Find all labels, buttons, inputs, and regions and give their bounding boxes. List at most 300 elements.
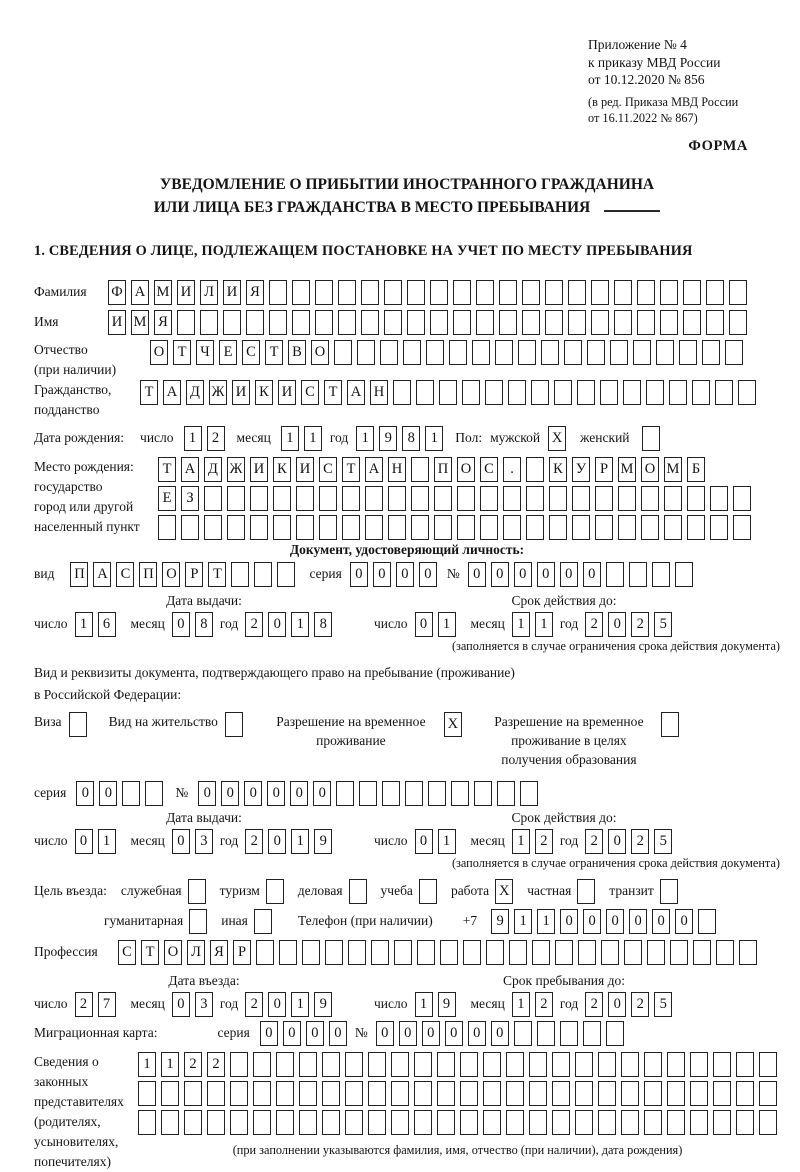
representatives-cell[interactable] [690,1081,708,1106]
birth-place-cell[interactable]: З [181,486,199,511]
doc-kind-cell[interactable]: П [139,562,157,587]
residence-number-cell[interactable] [497,781,515,806]
representatives-cell[interactable] [529,1052,547,1077]
given-name-cell[interactable] [660,310,678,335]
representatives-cell[interactable] [506,1081,524,1106]
doc-number-cell[interactable]: 0 [468,562,486,587]
stay-year-cell[interactable]: 5 [654,992,672,1017]
profession-cell[interactable] [624,940,642,965]
migration-number-cell[interactable]: 0 [445,1021,463,1046]
birth-place-cell[interactable]: Б [687,457,705,482]
doc-series-cell[interactable]: 0 [373,562,391,587]
citizenship-cell[interactable] [600,380,618,405]
profession-cell[interactable] [325,940,343,965]
representatives-cell[interactable] [529,1081,547,1106]
citizenship-cell[interactable]: И [278,380,296,405]
surname-cell[interactable]: И [223,280,241,305]
birth-place-cell[interactable] [434,515,452,540]
birth-place-cell[interactable] [503,486,521,511]
residence-issued-month-cell[interactable]: 3 [195,829,213,854]
representatives-cell[interactable] [437,1081,455,1106]
residence-series-cell[interactable] [145,781,163,806]
surname-cell[interactable]: М [154,280,172,305]
sex-male-box[interactable]: X [548,426,566,451]
phone-cell[interactable]: 0 [560,909,578,934]
given-name-cell[interactable] [706,310,724,335]
birth-place-cell[interactable]: Н [388,457,406,482]
patronymic-cell[interactable] [357,340,375,365]
birth-place-cell[interactable] [641,486,659,511]
representatives-cell[interactable] [368,1110,386,1135]
representatives-cell[interactable] [276,1110,294,1135]
purpose-business-box[interactable] [349,879,367,904]
migration-number-cell[interactable] [514,1021,532,1046]
birth-place-cell[interactable]: И [296,457,314,482]
representatives-cell[interactable] [506,1052,524,1077]
representatives-cell[interactable]: 2 [207,1052,225,1077]
residence-number-cell[interactable] [474,781,492,806]
birth-place-cell[interactable] [342,486,360,511]
doc-number-cell[interactable]: 0 [514,562,532,587]
temporary-residence-education-box[interactable] [661,712,679,737]
representatives-cell[interactable] [207,1110,225,1135]
profession-cell[interactable] [371,940,389,965]
doc-number-cell[interactable]: 0 [537,562,555,587]
residence-number-cell[interactable]: 0 [198,781,216,806]
citizenship-cell[interactable] [738,380,756,405]
citizenship-cell[interactable]: А [163,380,181,405]
migration-number-cell[interactable] [583,1021,601,1046]
migration-number-cell[interactable] [606,1021,624,1046]
purpose-tourism-box[interactable] [266,879,284,904]
citizenship-cell[interactable] [692,380,710,405]
representatives-cell[interactable] [483,1110,501,1135]
doc-kind-cell[interactable]: Р [185,562,203,587]
birth-place-cell[interactable] [158,515,176,540]
doc-issued-day-cell[interactable]: 1 [75,612,93,637]
patronymic-cell[interactable] [403,340,421,365]
profession-cell[interactable] [555,940,573,965]
birth-place-cell[interactable] [549,486,567,511]
residence-valid-month-cell[interactable]: 2 [535,829,553,854]
representatives-cell[interactable] [460,1081,478,1106]
representatives-cell[interactable] [138,1081,156,1106]
purpose-private-box[interactable] [577,879,595,904]
birth-place-cell[interactable]: Р [595,457,613,482]
birth-place-cell[interactable] [411,515,429,540]
birth-place-cell[interactable] [641,515,659,540]
citizenship-cell[interactable]: Н [370,380,388,405]
profession-cell[interactable] [394,940,412,965]
representatives-cell[interactable] [759,1081,777,1106]
birth-place-cell[interactable]: О [457,457,475,482]
patronymic-cell[interactable] [449,340,467,365]
migration-series-cell[interactable]: 0 [306,1021,324,1046]
doc-valid-year-cell[interactable]: 5 [654,612,672,637]
citizenship-cell[interactable]: К [255,380,273,405]
patronymic-cell[interactable] [495,340,513,365]
phone-cell[interactable]: 9 [491,909,509,934]
entry-day-cell[interactable]: 2 [75,992,93,1017]
surname-cell[interactable] [269,280,287,305]
profession-cell[interactable] [440,940,458,965]
doc-valid-year-cell[interactable]: 2 [585,612,603,637]
doc-kind-cell[interactable]: А [93,562,111,587]
patronymic-cell[interactable]: Т [265,340,283,365]
representatives-cell[interactable] [414,1110,432,1135]
representatives-cell[interactable] [414,1052,432,1077]
residence-valid-year-cell[interactable]: 2 [631,829,649,854]
birth-place-cell[interactable] [388,486,406,511]
birth-place-cell[interactable] [365,515,383,540]
doc-kind-cell[interactable]: О [162,562,180,587]
birth-place-cell[interactable]: У [572,457,590,482]
citizenship-cell[interactable]: С [301,380,319,405]
profession-cell[interactable] [739,940,757,965]
given-name-cell[interactable] [269,310,287,335]
profession-cell[interactable] [647,940,665,965]
birth-place-cell[interactable] [710,515,728,540]
representatives-cell[interactable] [230,1081,248,1106]
migration-number-cell[interactable]: 0 [491,1021,509,1046]
birth-place-cell[interactable] [710,486,728,511]
representatives-cell[interactable]: 1 [161,1052,179,1077]
doc-issued-year-cell[interactable]: 1 [291,612,309,637]
given-name-cell[interactable] [430,310,448,335]
residence-number-cell[interactable]: 0 [244,781,262,806]
citizenship-cell[interactable] [485,380,503,405]
patronymic-cell[interactable] [426,340,444,365]
representatives-cell[interactable] [414,1081,432,1106]
representatives-cell[interactable] [621,1110,639,1135]
residence-issued-day-cell[interactable]: 1 [98,829,116,854]
representatives-cell[interactable] [667,1081,685,1106]
residence-number-cell[interactable] [336,781,354,806]
residence-valid-year-cell[interactable]: 2 [585,829,603,854]
representatives-cell[interactable] [437,1110,455,1135]
residence-number-cell[interactable] [428,781,446,806]
given-name-cell[interactable] [476,310,494,335]
phone-cell[interactable]: 0 [652,909,670,934]
birth-place-cell[interactable] [273,515,291,540]
birth-place-cell[interactable] [457,515,475,540]
birth-place-cell[interactable] [549,515,567,540]
birth-place-cell[interactable]: А [181,457,199,482]
given-name-cell[interactable] [384,310,402,335]
doc-kind-cell[interactable]: С [116,562,134,587]
representatives-cell[interactable] [184,1110,202,1135]
birth-place-cell[interactable] [733,486,751,511]
patronymic-cell[interactable] [541,340,559,365]
migration-series-cell[interactable]: 0 [329,1021,347,1046]
doc-series-cell[interactable]: 0 [350,562,368,587]
birth-place-cell[interactable] [296,486,314,511]
doc-number-cell[interactable] [629,562,647,587]
representatives-cell[interactable] [621,1052,639,1077]
representatives-cell[interactable] [644,1052,662,1077]
profession-cell[interactable] [279,940,297,965]
residence-issued-year-cell[interactable]: 1 [291,829,309,854]
representatives-cell[interactable] [690,1052,708,1077]
representatives-cell[interactable] [253,1110,271,1135]
phone-cell[interactable]: 0 [675,909,693,934]
given-name-cell[interactable] [200,310,218,335]
migration-number-cell[interactable]: 0 [468,1021,486,1046]
birth-place-cell[interactable] [250,515,268,540]
residence-valid-month-cell[interactable]: 1 [512,829,530,854]
sex-female-box[interactable] [642,426,660,451]
profession-cell[interactable] [486,940,504,965]
patronymic-cell[interactable] [518,340,536,365]
birth-place-cell[interactable] [411,486,429,511]
birth-place-cell[interactable]: Е [158,486,176,511]
citizenship-cell[interactable] [577,380,595,405]
birth-year-cell[interactable]: 9 [379,426,397,451]
entry-year-cell[interactable]: 2 [245,992,263,1017]
birth-place-cell[interactable]: М [618,457,636,482]
given-name-cell[interactable] [407,310,425,335]
given-name-cell[interactable] [499,310,517,335]
representatives-cell[interactable] [736,1081,754,1106]
surname-cell[interactable] [384,280,402,305]
doc-issued-day-cell[interactable]: 6 [98,612,116,637]
doc-kind-cell[interactable] [277,562,295,587]
birth-place-cell[interactable] [434,486,452,511]
birth-day-cell[interactable]: 2 [207,426,225,451]
representatives-cell[interactable] [552,1110,570,1135]
stay-year-cell[interactable]: 2 [585,992,603,1017]
birth-place-cell[interactable] [342,515,360,540]
visa-box[interactable] [69,712,87,737]
birth-place-cell[interactable] [480,486,498,511]
doc-valid-year-cell[interactable]: 2 [631,612,649,637]
representatives-cell[interactable] [736,1110,754,1135]
representatives-cell[interactable] [667,1052,685,1077]
purpose-study-box[interactable] [419,879,437,904]
birth-month-cell[interactable]: 1 [281,426,299,451]
profession-cell[interactable] [578,940,596,965]
migration-number-cell[interactable]: 0 [422,1021,440,1046]
birth-day-cell[interactable]: 1 [184,426,202,451]
birth-place-cell[interactable] [687,486,705,511]
birth-place-cell[interactable]: Т [158,457,176,482]
birth-place-cell[interactable] [296,515,314,540]
stay-month-cell[interactable]: 1 [512,992,530,1017]
representatives-cell[interactable] [690,1110,708,1135]
doc-issued-year-cell[interactable]: 8 [314,612,332,637]
residence-permit-box[interactable] [225,712,243,737]
given-name-cell[interactable] [361,310,379,335]
doc-issued-month-cell[interactable]: 8 [195,612,213,637]
residence-valid-day-cell[interactable]: 1 [438,829,456,854]
birth-place-cell[interactable] [526,457,544,482]
representatives-cell[interactable] [230,1110,248,1135]
representatives-cell[interactable] [138,1110,156,1135]
given-name-cell[interactable] [545,310,563,335]
birth-place-cell[interactable] [687,515,705,540]
stay-year-cell[interactable]: 0 [608,992,626,1017]
representatives-cell[interactable] [391,1110,409,1135]
surname-cell[interactable]: Ф [108,280,126,305]
doc-kind-cell[interactable]: Т [208,562,226,587]
representatives-cell[interactable] [713,1052,731,1077]
birth-place-cell[interactable] [227,486,245,511]
entry-month-cell[interactable]: 3 [195,992,213,1017]
surname-cell[interactable]: Л [200,280,218,305]
residence-valid-day-cell[interactable]: 0 [415,829,433,854]
representatives-cell[interactable] [621,1081,639,1106]
stay-year-cell[interactable]: 2 [631,992,649,1017]
representatives-cell[interactable] [345,1052,363,1077]
profession-cell[interactable] [417,940,435,965]
patronymic-cell[interactable] [679,340,697,365]
citizenship-cell[interactable] [715,380,733,405]
profession-cell[interactable] [302,940,320,965]
birth-place-cell[interactable] [664,486,682,511]
birth-place-cell[interactable]: А [365,457,383,482]
given-name-cell[interactable] [591,310,609,335]
birth-place-cell[interactable]: С [480,457,498,482]
representatives-cell[interactable] [161,1110,179,1135]
representatives-cell[interactable] [644,1110,662,1135]
birth-place-cell[interactable]: О [641,457,659,482]
birth-place-cell[interactable]: . [503,457,521,482]
birth-place-cell[interactable]: Ж [227,457,245,482]
representatives-cell[interactable] [759,1052,777,1077]
citizenship-cell[interactable]: Т [140,380,158,405]
representatives-cell[interactable] [322,1081,340,1106]
birth-place-cell[interactable]: Т [342,457,360,482]
residence-number-cell[interactable]: 0 [290,781,308,806]
residence-number-cell[interactable]: 0 [267,781,285,806]
representatives-cell[interactable]: 1 [138,1052,156,1077]
phone-cell[interactable] [698,909,716,934]
birth-place-cell[interactable] [503,515,521,540]
representatives-cell[interactable] [460,1110,478,1135]
residence-number-cell[interactable]: 0 [313,781,331,806]
doc-series-cell[interactable]: 0 [419,562,437,587]
birth-place-cell[interactable] [204,486,222,511]
representatives-cell[interactable] [230,1052,248,1077]
birth-place-cell[interactable] [457,486,475,511]
surname-cell[interactable] [430,280,448,305]
birth-place-cell[interactable] [480,515,498,540]
surname-cell[interactable] [361,280,379,305]
representatives-cell[interactable]: 2 [184,1052,202,1077]
birth-place-cell[interactable] [204,515,222,540]
purpose-official-box[interactable] [188,879,206,904]
birth-year-cell[interactable]: 8 [402,426,420,451]
representatives-cell[interactable] [598,1052,616,1077]
patronymic-cell[interactable] [656,340,674,365]
migration-number-cell[interactable] [560,1021,578,1046]
representatives-cell[interactable] [391,1052,409,1077]
birth-place-cell[interactable] [388,515,406,540]
doc-valid-month-cell[interactable]: 1 [535,612,553,637]
purpose-humanitarian-box[interactable] [189,909,207,934]
patronymic-cell[interactable]: Е [219,340,237,365]
doc-number-cell[interactable] [652,562,670,587]
representatives-cell[interactable] [460,1052,478,1077]
representatives-cell[interactable] [759,1110,777,1135]
doc-number-cell[interactable]: 0 [491,562,509,587]
birth-place-cell[interactable]: М [664,457,682,482]
citizenship-cell[interactable] [416,380,434,405]
representatives-cell[interactable] [253,1052,271,1077]
phone-cell[interactable]: 0 [606,909,624,934]
birth-place-cell[interactable] [664,515,682,540]
surname-cell[interactable] [729,280,747,305]
migration-series-cell[interactable]: 0 [283,1021,301,1046]
representatives-cell[interactable] [736,1052,754,1077]
residence-valid-year-cell[interactable]: 0 [608,829,626,854]
phone-cell[interactable]: 1 [514,909,532,934]
patronymic-cell[interactable]: Т [173,340,191,365]
patronymic-cell[interactable]: О [150,340,168,365]
purpose-other-box[interactable] [254,909,272,934]
doc-kind-cell[interactable]: П [70,562,88,587]
citizenship-cell[interactable] [669,380,687,405]
citizenship-cell[interactable]: Ж [209,380,227,405]
representatives-cell[interactable] [506,1110,524,1135]
birth-year-cell[interactable]: 1 [356,426,374,451]
representatives-cell[interactable] [322,1110,340,1135]
stay-day-cell[interactable]: 1 [415,992,433,1017]
given-name-cell[interactable] [453,310,471,335]
birth-place-cell[interactable]: С [319,457,337,482]
birth-place-cell[interactable] [733,515,751,540]
given-name-cell[interactable] [223,310,241,335]
profession-cell[interactable] [693,940,711,965]
citizenship-cell[interactable] [531,380,549,405]
birth-place-cell[interactable]: И [250,457,268,482]
surname-cell[interactable] [453,280,471,305]
representatives-cell[interactable] [299,1110,317,1135]
given-name-cell[interactable] [729,310,747,335]
doc-kind-cell[interactable] [231,562,249,587]
residence-issued-year-cell[interactable]: 9 [314,829,332,854]
given-name-cell[interactable] [614,310,632,335]
surname-cell[interactable] [315,280,333,305]
citizenship-cell[interactable] [462,380,480,405]
residence-issued-day-cell[interactable]: 0 [75,829,93,854]
birth-place-cell[interactable] [319,486,337,511]
patronymic-cell[interactable]: Ч [196,340,214,365]
citizenship-cell[interactable]: Д [186,380,204,405]
representatives-cell[interactable] [299,1052,317,1077]
representatives-cell[interactable] [276,1052,294,1077]
given-name-cell[interactable] [292,310,310,335]
birth-place-cell[interactable] [618,515,636,540]
given-name-cell[interactable] [522,310,540,335]
phone-cell[interactable]: 0 [583,909,601,934]
given-name-cell[interactable] [683,310,701,335]
doc-number-cell[interactable] [606,562,624,587]
given-name-cell[interactable] [637,310,655,335]
residence-number-cell[interactable] [359,781,377,806]
residence-issued-year-cell[interactable]: 2 [245,829,263,854]
birth-place-cell[interactable] [572,486,590,511]
representatives-cell[interactable] [368,1052,386,1077]
migration-number-cell[interactable] [537,1021,555,1046]
doc-number-cell[interactable]: 0 [583,562,601,587]
birth-place-cell[interactable] [572,515,590,540]
residence-series-cell[interactable] [122,781,140,806]
birth-place-cell[interactable] [618,486,636,511]
residence-valid-year-cell[interactable]: 5 [654,829,672,854]
patronymic-cell[interactable] [334,340,352,365]
doc-number-cell[interactable] [675,562,693,587]
